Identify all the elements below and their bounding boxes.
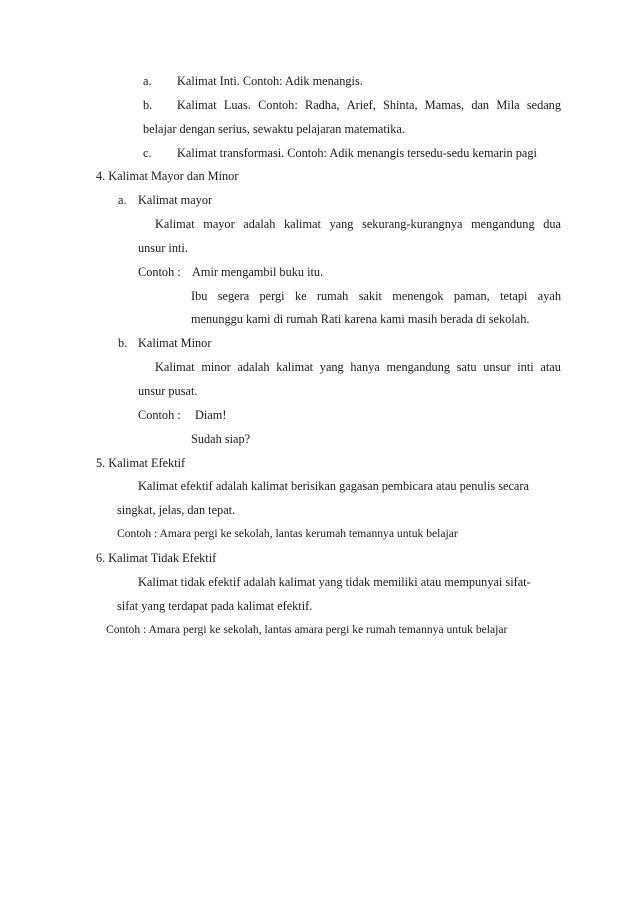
- word: atau: [540, 360, 561, 374]
- minor-definition-continuation: unsur pusat.: [138, 384, 198, 398]
- word: adalah: [237, 360, 270, 374]
- mayor-definition-continuation: unsur inti.: [138, 241, 188, 255]
- word: kalimat: [284, 217, 321, 231]
- word: Kalimat: [155, 217, 195, 231]
- word: sakit: [358, 289, 382, 303]
- mayor-example-2-line: [191, 288, 561, 304]
- word: Arief,: [346, 98, 376, 112]
- word: Shinta,: [383, 98, 418, 112]
- word: menengok: [392, 289, 444, 303]
- word: inti: [517, 360, 534, 374]
- tidak-efektif-definition: Kalimat tidak efektif adalah kalimat yang tidak memiliki atau mempunyai sifat-: [138, 575, 531, 589]
- word: unsur: [483, 360, 511, 374]
- minor-example: Contoh : Diam!: [138, 408, 227, 422]
- word: rumah: [316, 289, 349, 303]
- word: Ibu: [191, 289, 208, 303]
- mayor-definition-line: [155, 216, 561, 232]
- word: adalah: [243, 217, 276, 231]
- word: Mamas,: [424, 98, 465, 112]
- word: paman,: [453, 289, 490, 303]
- word: kalimat: [276, 360, 314, 374]
- word: ayah: [537, 289, 561, 303]
- mayor-example-2-continuation: menunggu kami di rumah Rati karena kami masih berada di sekolah.: [191, 312, 530, 326]
- word: sekurang-kurangnya: [362, 217, 463, 231]
- word: mengandung: [471, 217, 535, 231]
- word: Contoh:: [258, 98, 298, 112]
- section-heading-6: 6. Kalimat Tidak Efektif: [96, 551, 217, 565]
- word: sedang: [526, 98, 561, 112]
- section-heading-4: 4. Kalimat Mayor dan Minor: [96, 169, 239, 183]
- tidak-efektif-example: Contoh : Amara pergi ke sekolah, lantas amara pergi ke rumah temannya untuk belajar: [106, 623, 508, 636]
- minor-definition-line: [155, 359, 561, 375]
- word: ke: [294, 289, 307, 303]
- word: tetapi: [500, 289, 528, 303]
- word: minor: [201, 360, 231, 374]
- list-item-a-kalimat-inti: a. Kalimat Inti. Contoh: Adik menangis.: [143, 74, 363, 88]
- word: pergi: [259, 289, 285, 303]
- word: Mila: [496, 98, 520, 112]
- word: satu: [456, 360, 477, 374]
- word: mengandung: [386, 360, 451, 374]
- efektif-example: Contoh : Amara pergi ke sekolah, lantas kerumah temannya untuk belajar: [117, 527, 458, 540]
- word: yang: [329, 217, 354, 231]
- efektif-definition-continuation: singkat, jelas, dan tepat.: [117, 503, 236, 517]
- word: mayor: [203, 217, 235, 231]
- word: segera: [217, 289, 250, 303]
- word: dan: [471, 98, 490, 112]
- subsection-a-kalimat-mayor: a. Kalimat mayor: [118, 193, 213, 207]
- section-heading-5: 5. Kalimat Efektif: [96, 456, 186, 470]
- word: hanya: [350, 360, 380, 374]
- list-item-c-kalimat-transformasi: c. Kalimat transformasi. Contoh: Adik menangis tersedu-sedu kemarin pagi: [143, 146, 537, 160]
- word: Kalimat: [155, 360, 195, 374]
- word: Luas.: [223, 98, 251, 112]
- word: Kalimat: [177, 98, 217, 112]
- word: dua: [543, 217, 561, 231]
- list-item-b-kalimat-luas: b. Kalimat Luas. Contoh: Radha, Arief, Shinta, Mamas, dan Mila sedang: [143, 98, 561, 112]
- tidak-efektif-definition-continuation: sifat yang terdapat pada kalimat efektif.: [117, 599, 313, 613]
- word: Radha,: [305, 98, 340, 112]
- list-item-b-continuation: belajar dengan serius, sewaktu pelajaran matematika.: [143, 122, 405, 136]
- subsection-b-kalimat-minor: b. Kalimat Minor: [118, 336, 212, 350]
- word: yang: [319, 360, 344, 374]
- efektif-definition: Kalimat efektif adalah kalimat berisikan gagasan pembicara atau penulis secara: [138, 479, 529, 493]
- justified-line: [177, 97, 561, 113]
- mayor-example: Contoh : Amir mengambil buku itu.: [138, 265, 324, 279]
- minor-example-2: Sudah siap?: [191, 432, 251, 446]
